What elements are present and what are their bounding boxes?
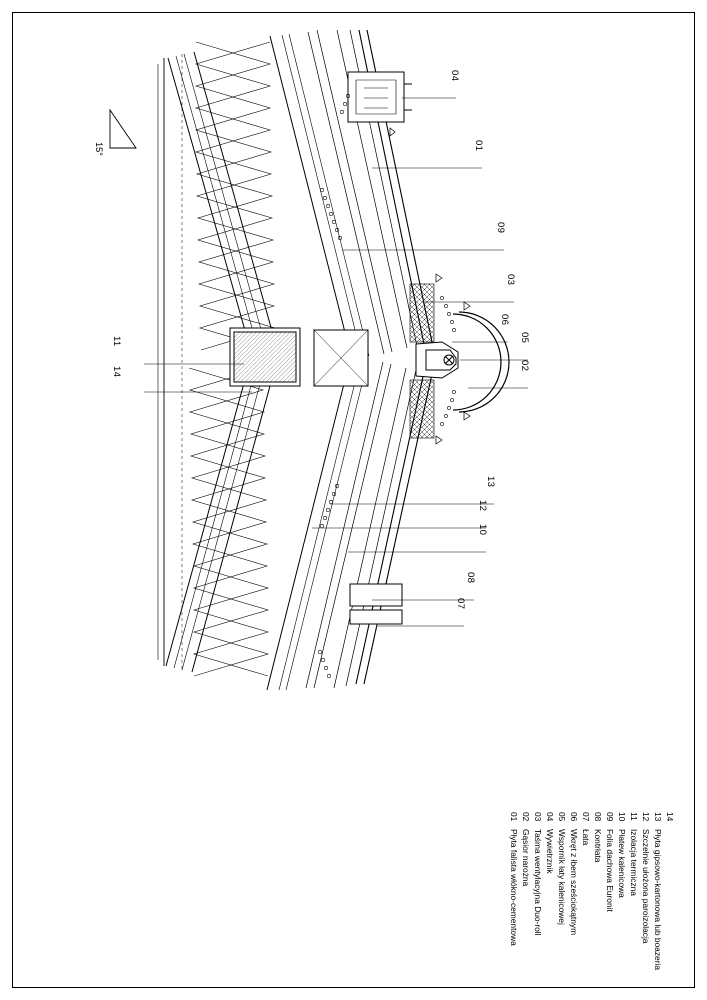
callout-12: 12 [477,500,488,512]
legend [508,812,675,970]
legend-item-number: 02 [521,811,531,822]
callout-02: 02 [519,360,530,372]
legend-item [652,812,663,970]
legend-item-label: Szczelnie ułożona paroizolacja [641,828,651,944]
legend-item-label: Taśma wentylacyjna Duo-roll [533,828,543,936]
legend-item-number: 13 [653,811,663,822]
legend-item [580,812,591,970]
legend-item-number: 05 [557,811,567,822]
legend-item [544,812,555,970]
slope-symbol [110,110,136,148]
legend-item [508,812,519,970]
legend-item-number: 12 [641,811,651,822]
callout-13: 13 [485,476,496,488]
legend-item-label: Płyta falista włókno-cementowa [509,828,519,946]
callout-03: 03 [505,274,516,286]
roof-section-geometry [110,30,528,690]
callout-01: 01 [473,140,484,152]
legend-item-number: 11 [629,811,639,821]
legend-item-label: Gąsior narożna [521,828,531,887]
legend-item [532,812,543,970]
legend-item-label: Wkręt z łbem sześciokątnym [569,828,579,936]
legend-item [616,812,627,970]
callout-08: 08 [465,572,476,584]
callout-10: 10 [477,524,488,536]
callout-04: 04 [449,70,460,82]
legend-item [592,812,603,970]
legend-item [640,812,651,970]
legend-item [556,812,567,970]
callout-07: 07 [455,598,466,610]
legend-item [604,812,615,970]
callout-06: 06 [499,314,510,326]
legend-item [520,812,531,970]
title-text [689,0,705,60]
slope-angle-label: 15° [94,142,104,156]
legend-item-number: 09 [605,811,615,822]
legend-item [664,812,675,970]
legend-item-number: 10 [617,811,627,822]
legend-item-label: Izolacja termiczna [629,828,639,896]
legend-item-label: Płyta gipsowo-kartonowa lub boazeria [653,828,663,970]
callout-11: 11 [111,336,122,347]
legend-item-number: 04 [545,811,555,822]
legend-item-number: 14 [665,811,675,822]
callout-09: 09 [495,222,506,234]
legend-item-number: 06 [569,811,579,822]
legend-item-number: 03 [533,811,543,822]
legend-item-number: 01 [509,811,519,822]
legend-item-number: 07 [581,811,591,822]
legend-item [568,812,579,970]
legend-item-label: Łata [581,828,591,846]
callout-14: 14 [111,366,122,378]
legend-item-number: 08 [593,811,603,822]
legend-item-label: Folia dachowa Euronit [605,828,615,912]
legend-item-label: Kontrłata [593,828,603,863]
legend-item [628,812,639,970]
callout-05: 05 [519,332,530,344]
legend-item-label: Płatew kalenicowa [617,828,627,898]
legend-item-label: Wywietrznik [545,828,555,874]
legend-item-label: Wspornik łaty kalenicowej [557,828,567,925]
